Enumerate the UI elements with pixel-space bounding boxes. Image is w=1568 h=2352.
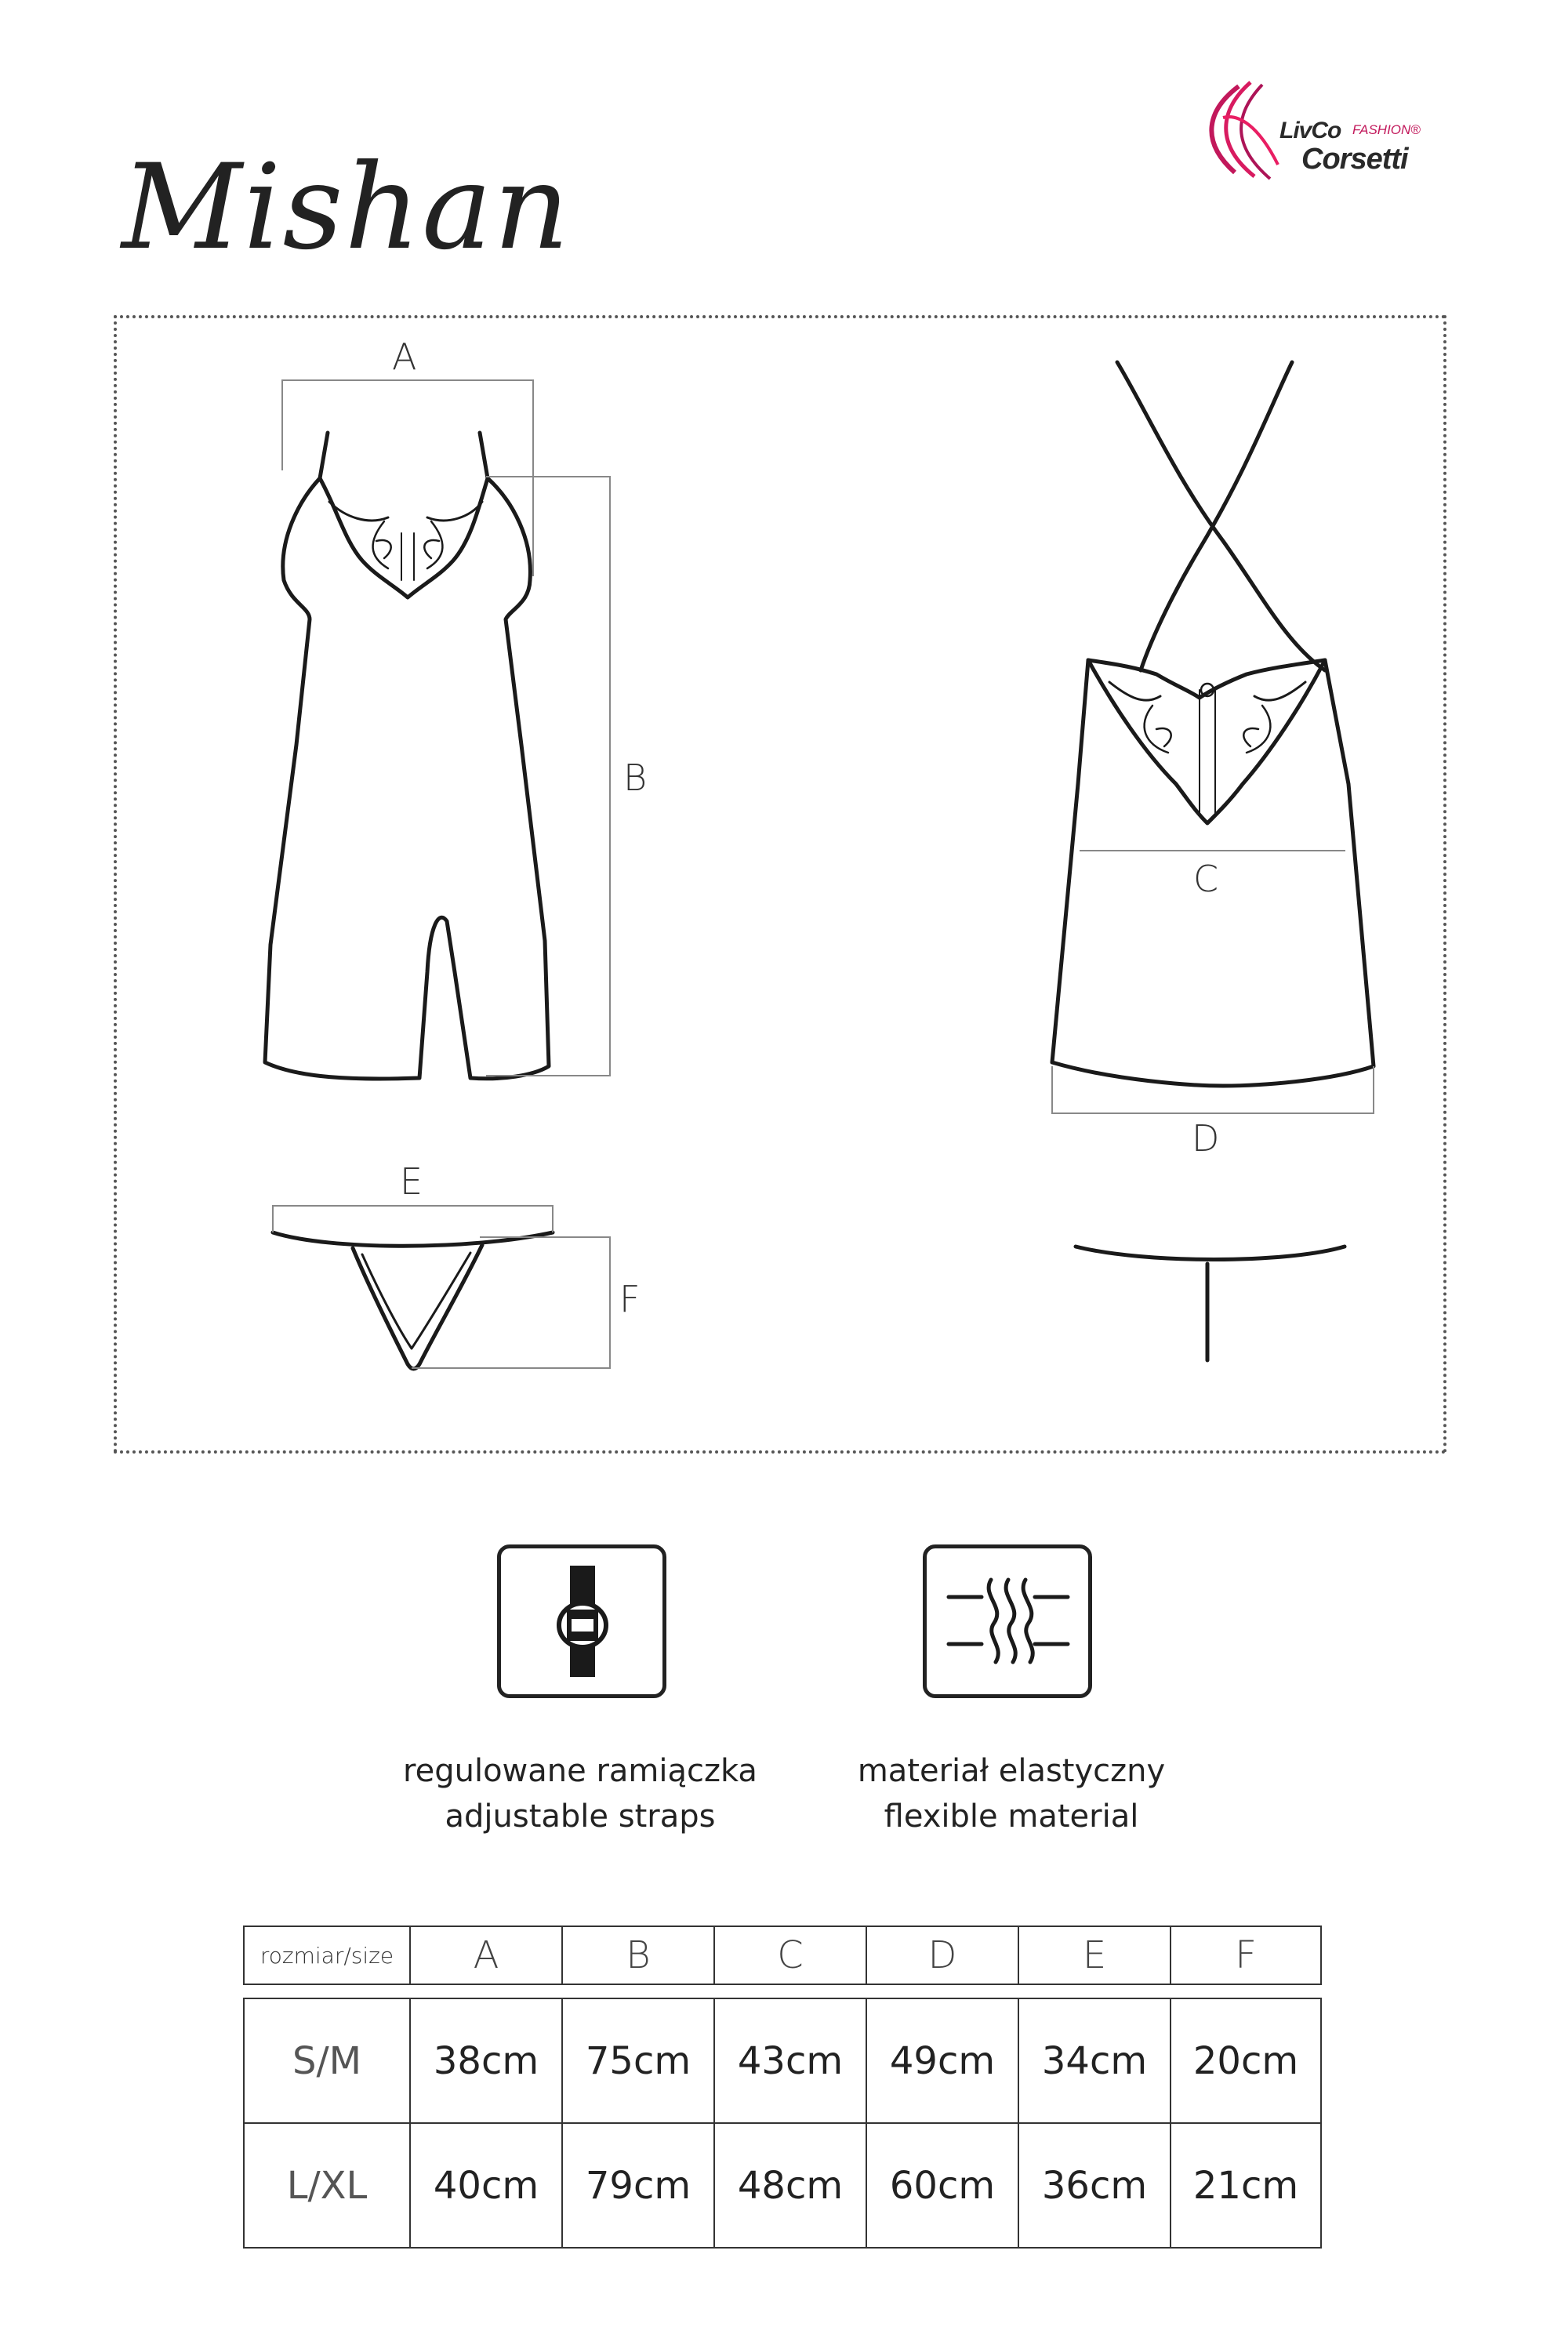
size-cell: 40cm	[410, 2123, 562, 2248]
measure-label-a: A	[392, 336, 417, 378]
size-cell: 75cm	[562, 1998, 714, 2123]
measure-label-d: D	[1192, 1117, 1220, 1160]
size-cell: 49cm	[866, 1998, 1018, 2123]
adjustable-strap-icon	[497, 1544, 666, 1698]
feature-label-en: flexible material	[884, 1798, 1139, 1835]
size-cell: 48cm	[714, 2123, 866, 2248]
size-header-corner: rozmiar/size	[244, 1926, 410, 1984]
elastic-material-icon	[923, 1544, 1092, 1698]
thong-front-drawing	[273, 1232, 553, 1369]
brand-name-fashion: FASHION®	[1352, 122, 1421, 137]
size-cell: 34cm	[1018, 1998, 1171, 2123]
size-cell: 60cm	[866, 2123, 1018, 2248]
size-column-header: D	[866, 1926, 1018, 1984]
feature-label-pl: materiał elastyczny	[857, 1753, 1166, 1789]
product-title: Mishan	[122, 140, 572, 276]
measure-label-f: F	[619, 1278, 641, 1320]
table-row	[244, 2123, 1321, 2248]
size-cell: 21cm	[1171, 2123, 1321, 2248]
measure-label-b: B	[623, 757, 648, 799]
size-column-header: B	[562, 1926, 714, 1984]
size-name: S/M	[244, 1998, 410, 2123]
size-column-header: C	[714, 1926, 866, 1984]
feature-label-en: adjustable straps	[445, 1798, 716, 1835]
size-cell: 43cm	[714, 1998, 866, 2123]
size-cell: 38cm	[410, 1998, 562, 2123]
feature-label-pl: regulowane ramiączka	[403, 1753, 757, 1789]
size-column-header: E	[1018, 1926, 1171, 1984]
measure-guide-e	[273, 1206, 553, 1232]
size-cell: 79cm	[562, 2123, 714, 2248]
thong-back-drawing	[1076, 1247, 1345, 1360]
chemise-back-drawing	[1052, 362, 1374, 1086]
size-table-header	[243, 1926, 1322, 1985]
chemise-front-drawing	[265, 433, 549, 1079]
size-column-header: F	[1171, 1926, 1321, 1984]
brand-name-corsetti: Corsetti	[1301, 143, 1408, 176]
size-cell: 20cm	[1171, 1998, 1321, 2123]
size-column-header: A	[410, 1926, 562, 1984]
measure-label-e: E	[400, 1160, 423, 1203]
size-table-body	[243, 1998, 1322, 2249]
measure-label-c: C	[1193, 858, 1219, 900]
size-cell: 36cm	[1018, 2123, 1171, 2248]
size-name: L/XL	[244, 2123, 410, 2248]
brand-name-livco: LivCo	[1279, 118, 1341, 143]
table-row	[244, 1998, 1321, 2123]
